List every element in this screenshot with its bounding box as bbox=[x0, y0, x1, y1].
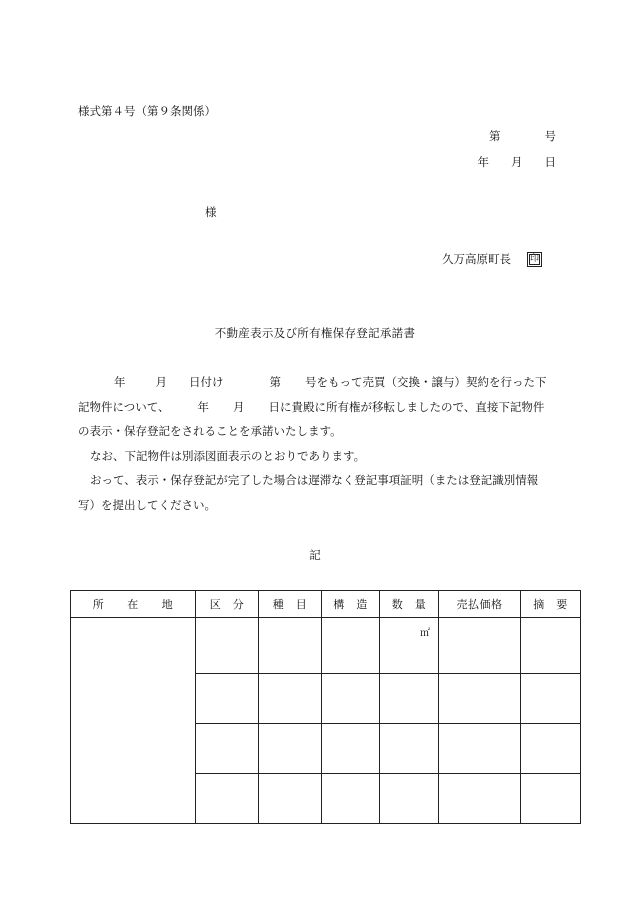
table-cell bbox=[259, 774, 322, 824]
table-header-row bbox=[71, 591, 581, 618]
body-line-5: おって、表示・保存登記が完了した場合は遅滞なく登記事項証明（または登記識別情報 bbox=[90, 473, 539, 487]
header-remarks: 摘 要 bbox=[521, 591, 581, 618]
body-line-4: なお、下記物件は別添図面表示のとおりであります。 bbox=[90, 448, 366, 463]
table-cell bbox=[259, 724, 322, 774]
table-cell bbox=[380, 724, 439, 774]
header-quantity: 数 量 bbox=[380, 591, 439, 618]
table-cell bbox=[521, 774, 581, 824]
table-cell bbox=[196, 724, 259, 774]
body-line-6: 写）を提出してください。 bbox=[78, 497, 216, 512]
recipient: 様 bbox=[205, 205, 217, 219]
table-cell bbox=[521, 724, 581, 774]
table-cell bbox=[439, 618, 521, 674]
table-cell bbox=[439, 674, 521, 724]
header-type: 種 目 bbox=[259, 591, 322, 618]
table-cell bbox=[259, 674, 322, 724]
table-cell bbox=[322, 618, 380, 674]
body-line-3: の表示・保存登記をされることを承諾いたします。 bbox=[78, 424, 342, 438]
table-cell bbox=[322, 774, 380, 824]
table-cell bbox=[521, 618, 581, 674]
issuer bbox=[442, 251, 542, 267]
quantity-unit: ㎡ bbox=[380, 618, 439, 674]
property-table bbox=[70, 590, 581, 824]
table-cell bbox=[196, 774, 259, 824]
header-price: 売払価格 bbox=[439, 591, 521, 618]
document-title: 不動産表示及び所有権保存登記承諾書 bbox=[214, 326, 416, 340]
table-cell bbox=[196, 618, 259, 674]
date-month: 月 bbox=[511, 155, 523, 169]
location-cell bbox=[71, 618, 196, 824]
header-location: 所 在 地 bbox=[71, 591, 196, 618]
table-cell bbox=[322, 724, 380, 774]
ki-heading: 記 bbox=[309, 548, 321, 562]
table-cell bbox=[521, 674, 581, 724]
table-row bbox=[71, 618, 581, 674]
body-text bbox=[78, 370, 558, 517]
form-number: 様式第４号（第９条関係） bbox=[78, 104, 216, 118]
table-cell bbox=[439, 724, 521, 774]
document-number bbox=[489, 128, 556, 144]
header-structure: 構 造 bbox=[322, 591, 380, 618]
table-cell bbox=[196, 674, 259, 724]
table-cell bbox=[380, 674, 439, 724]
table-cell bbox=[380, 774, 439, 824]
doc-number-suffix: 号 bbox=[544, 129, 556, 143]
table-cell bbox=[439, 774, 521, 824]
table-cell bbox=[322, 674, 380, 724]
doc-number-prefix: 第 bbox=[489, 129, 501, 143]
table-cell bbox=[259, 618, 322, 674]
header-category: 区 分 bbox=[196, 591, 259, 618]
seal-mark: 印 bbox=[527, 252, 542, 267]
body-line-2: 記物件について、 年 月 日に貴殿に所有権が移転しましたので、直接下記物件 bbox=[78, 399, 545, 414]
date-year: 年 bbox=[477, 155, 489, 169]
date-day: 日 bbox=[544, 155, 556, 169]
body-line-1: 年 月 日付け 第 号をもって売買（交換・譲与）契約を行った下 bbox=[114, 375, 547, 389]
document-date bbox=[478, 154, 557, 170]
issuer-name: 久万高原町長 bbox=[442, 252, 511, 266]
